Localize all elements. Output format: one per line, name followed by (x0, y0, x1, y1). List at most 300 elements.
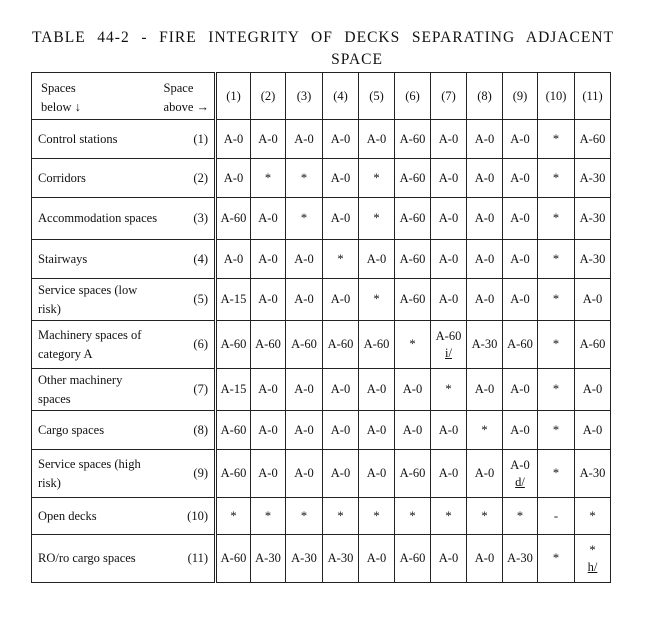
table-cell (395, 498, 431, 535)
cell-value: A-0 (294, 382, 314, 396)
cell-value: A-0 (366, 466, 387, 480)
cell-value: A-0 (474, 551, 495, 565)
cell-value: A-0 (474, 170, 495, 185)
row-number: (2) (193, 170, 208, 185)
row-label: Other machinery spaces (38, 372, 123, 406)
table-cell (323, 369, 359, 411)
column-header: (10) (538, 73, 575, 120)
cell-value: A-0 (366, 382, 387, 396)
cell-value: A-0 (510, 170, 530, 185)
table-cell (216, 498, 251, 535)
table-cell (251, 535, 286, 583)
table-cell (575, 369, 611, 411)
cell-value: * (373, 211, 380, 225)
column-header: (7) (431, 73, 467, 120)
column-header: (11) (575, 73, 611, 120)
cell-value: A-60 (579, 337, 606, 351)
table-cell (431, 450, 467, 498)
table-cell (503, 159, 538, 198)
table-cell (538, 321, 575, 369)
table-cell (503, 411, 538, 450)
table-cell (467, 411, 503, 450)
cell-value: * (589, 508, 596, 523)
cell-value: * (552, 422, 560, 437)
row-number: (11) (187, 551, 208, 565)
table-cell (323, 198, 359, 240)
row-header-content (32, 209, 214, 228)
table-cell (359, 321, 395, 369)
cell-value: A-0 (510, 457, 530, 472)
table-cell (251, 369, 286, 411)
cell-value: A-60 (507, 337, 533, 351)
table-cell (431, 369, 467, 411)
cell-value: A-0 (510, 131, 530, 146)
table-cell (431, 198, 467, 240)
table-cell (538, 240, 575, 279)
table-cell (503, 321, 538, 369)
table-body (32, 73, 611, 583)
table-cell (538, 198, 575, 240)
cell-value: A-0 (510, 211, 530, 225)
row-number: (10) (187, 508, 208, 523)
cell-value: A-60 (399, 211, 426, 225)
table-cell (359, 535, 395, 583)
cell-value: * (300, 508, 308, 523)
table-row (32, 321, 611, 369)
corner-header-cell (32, 73, 216, 120)
cell-value: A-0 (474, 292, 495, 306)
cell-value: A-0 (366, 551, 387, 565)
cell-value: A-0 (438, 551, 459, 565)
column-header: (9) (503, 73, 538, 120)
cell-value: A-60 (220, 551, 247, 565)
cell-value: * (445, 508, 452, 523)
table-cell (431, 279, 467, 321)
row-header-content (32, 281, 214, 319)
cell-value: A-60 (399, 466, 426, 480)
cell-value: A-60 (435, 328, 462, 343)
cell-value: * (481, 508, 488, 523)
column-header: (5) (359, 73, 395, 120)
cell-value: * (300, 170, 308, 185)
table-cell (395, 535, 431, 583)
table-cell (216, 120, 251, 159)
cell-value: * (552, 292, 560, 306)
cell-value: * (552, 551, 560, 565)
cell-value: A-30 (291, 551, 317, 565)
row-number: (3) (193, 211, 208, 225)
table-row (32, 120, 611, 159)
table-cell (575, 450, 611, 498)
table-cell (359, 498, 395, 535)
table-cell (575, 240, 611, 279)
cell-value: * (409, 508, 416, 523)
table-cell (251, 120, 286, 159)
row-label: Accommodation spaces (38, 211, 158, 225)
cell-value: A-0 (438, 422, 459, 437)
cell-value: * (445, 382, 452, 396)
table-cell (538, 498, 575, 535)
cell-value: A-0 (330, 382, 351, 396)
cell-value: * (552, 466, 560, 480)
row-number: (1) (193, 131, 208, 146)
row-header-cell (32, 450, 216, 498)
fire-integrity-table (31, 72, 611, 583)
table-cell (359, 369, 395, 411)
table-row (32, 498, 611, 535)
table-cell (395, 198, 431, 240)
cell-value: A-0 (402, 382, 423, 396)
row-label: Service spaces (low risk) (38, 282, 138, 316)
cell-value: A-0 (223, 131, 244, 146)
cell-value: * (481, 422, 488, 437)
table-cell (575, 411, 611, 450)
row-number: (6) (193, 337, 208, 351)
cell-value: A-60 (399, 551, 426, 565)
cell-value: * (552, 251, 560, 266)
table-cell (216, 240, 251, 279)
table-cell (538, 450, 575, 498)
cell-value: * (230, 508, 237, 523)
table-cell (323, 321, 359, 369)
header-row (32, 73, 611, 120)
cell-value: A-0 (330, 131, 351, 146)
cell-value: A-60 (399, 251, 426, 266)
table-cell (395, 279, 431, 321)
cell-value: A-15 (220, 382, 247, 396)
cell-value: A-0 (258, 211, 278, 225)
cell-value: A-0 (223, 170, 244, 185)
row-header-cell (32, 279, 216, 321)
cell-value: A-30 (507, 551, 533, 565)
cell-value: A-0 (438, 170, 459, 185)
cell-value: A-0 (294, 422, 314, 437)
row-number: (4) (193, 251, 208, 266)
table-cell (503, 450, 538, 498)
cell-value: A-0 (258, 292, 278, 306)
table-cell (467, 240, 503, 279)
cell-value: A-60 (220, 337, 247, 351)
row-header-content (32, 169, 214, 188)
row-label: Control stations (38, 131, 118, 146)
row-label: Open decks (38, 508, 97, 523)
cell-value: * (589, 542, 596, 557)
table-cell (323, 240, 359, 279)
table-cell (395, 240, 431, 279)
table-cell (395, 369, 431, 411)
table-cell (467, 498, 503, 535)
cell-value: * (552, 131, 560, 146)
cell-value: A-0 (438, 131, 459, 146)
table-cell (359, 240, 395, 279)
row-header-content (32, 549, 214, 568)
footnote-reference: d/ (515, 474, 525, 489)
cell-value: A-0 (258, 466, 278, 480)
table-cell (467, 279, 503, 321)
cell-value: A-0 (474, 131, 495, 146)
cell-value: A-0 (366, 131, 387, 146)
table-cell (286, 159, 323, 198)
cell-value: A-0 (258, 251, 278, 266)
cell-value: * (337, 508, 344, 523)
table-cell (216, 450, 251, 498)
table-cell (538, 411, 575, 450)
cell-value: A-30 (579, 251, 606, 266)
table-cell (575, 535, 611, 583)
row-label: Stairways (38, 251, 88, 266)
table-cell (286, 120, 323, 159)
row-header-content (32, 371, 214, 409)
footnote-reference: h/ (587, 559, 598, 574)
table-cell (503, 279, 538, 321)
table-cell (431, 498, 467, 535)
cell-value: * (373, 508, 380, 523)
cell-value: A-60 (327, 337, 354, 351)
table-cell (251, 279, 286, 321)
table-cell (216, 198, 251, 240)
cell-value: A-0 (330, 422, 351, 437)
row-header-content (32, 326, 214, 364)
table-cell (216, 279, 251, 321)
cell-value: * (264, 508, 272, 523)
table-cell (467, 369, 503, 411)
cell-value: A-60 (399, 292, 426, 306)
table-cell (216, 321, 251, 369)
spaces-below-label-line1: Spaces (41, 81, 76, 95)
row-label: Service spaces (high risk) (38, 456, 141, 490)
row-header-cell (32, 411, 216, 450)
cell-value: A-30 (579, 211, 606, 225)
table-cell (538, 279, 575, 321)
table-cell (359, 450, 395, 498)
table-cell (467, 321, 503, 369)
table-cell (395, 159, 431, 198)
table-row (32, 369, 611, 411)
table-title: TABLE 44-2 - FIRE INTEGRITY OF DECKS SEPARATING ADJACENT (32, 29, 614, 46)
row-header-content (32, 507, 214, 526)
row-label: RO/ro cargo spaces (38, 551, 136, 565)
cell-value: A-0 (330, 211, 351, 225)
cell-value: A-30 (579, 170, 606, 185)
table-cell (395, 321, 431, 369)
cell-value: A-0 (474, 251, 495, 266)
cell-value: * (300, 211, 308, 225)
cell-value: A-0 (402, 422, 423, 437)
table-cell (323, 159, 359, 198)
table-title-continuation: SPACE (331, 51, 383, 68)
table-cell (323, 279, 359, 321)
row-header-content (32, 421, 214, 440)
row-header-cell (32, 535, 216, 583)
cell-value: A-60 (363, 337, 390, 351)
cell-value: A-0 (330, 466, 351, 480)
table-cell (575, 120, 611, 159)
cell-value: A-0 (294, 131, 314, 146)
table-cell (538, 535, 575, 583)
table-cell (359, 120, 395, 159)
cell-value: A-0 (366, 251, 387, 266)
row-header-cell (32, 498, 216, 535)
table-cell (286, 535, 323, 583)
table-cell (538, 120, 575, 159)
table-cell (216, 159, 251, 198)
cell-value: A-0 (330, 292, 351, 306)
table-cell (359, 198, 395, 240)
cell-value: A-0 (294, 251, 314, 266)
table-cell (575, 498, 611, 535)
table-cell (359, 159, 395, 198)
table-cell (251, 198, 286, 240)
table-cell (503, 498, 538, 535)
cell-value: - (553, 508, 559, 523)
row-header-content (32, 130, 214, 149)
table-cell (286, 369, 323, 411)
footnote-reference: i/ (445, 345, 452, 360)
table-row (32, 159, 611, 198)
table-cell (216, 369, 251, 411)
row-header-cell (32, 240, 216, 279)
table-cell (251, 159, 286, 198)
column-header: (6) (395, 73, 431, 120)
table-cell (575, 321, 611, 369)
table-cell (467, 535, 503, 583)
table-cell (286, 279, 323, 321)
cell-value: A-60 (220, 466, 247, 480)
cell-value: A-60 (399, 131, 426, 146)
row-header-cell (32, 321, 216, 369)
cell-value: A-0 (294, 466, 314, 480)
row-number: (5) (193, 292, 208, 306)
table-cell (323, 535, 359, 583)
cell-value: A-0 (510, 292, 530, 306)
row-header-cell (32, 369, 216, 411)
table-cell (216, 411, 251, 450)
cell-value: A-0 (438, 211, 459, 225)
row-header-content (32, 455, 214, 493)
table-cell (395, 411, 431, 450)
table-cell (286, 198, 323, 240)
row-label: Cargo spaces (38, 422, 105, 437)
table-row (32, 535, 611, 583)
table-cell (575, 279, 611, 321)
cell-value: A-0 (474, 382, 495, 396)
table-cell (503, 198, 538, 240)
table-cell (431, 159, 467, 198)
cell-value: A-0 (510, 382, 530, 396)
table-cell (286, 498, 323, 535)
table-row (32, 279, 611, 321)
table-cell (286, 411, 323, 450)
column-header: (2) (251, 73, 286, 120)
table-cell (395, 120, 431, 159)
cell-value: * (337, 251, 344, 266)
table-cell (431, 120, 467, 159)
table-cell (251, 498, 286, 535)
table-cell (538, 369, 575, 411)
cell-value: A-0 (582, 422, 603, 437)
table-cell (359, 279, 395, 321)
cell-value: * (552, 382, 560, 396)
row-label: Corridors (38, 170, 86, 185)
table-cell (251, 450, 286, 498)
cell-value: A-0 (294, 292, 314, 306)
cell-value: A-15 (220, 292, 247, 306)
table-cell (503, 535, 538, 583)
cell-value: * (552, 170, 560, 185)
space-above-label (164, 79, 209, 117)
cell-value: A-30 (327, 551, 354, 565)
spaces-below-label-line2: below ↓ (41, 100, 81, 114)
cell-value: A-0 (510, 251, 530, 266)
table-cell (503, 120, 538, 159)
row-number: (9) (193, 466, 208, 480)
table-cell (323, 498, 359, 535)
cell-value: * (552, 337, 560, 351)
table-cell (431, 321, 467, 369)
cell-value: * (264, 170, 272, 185)
space-above-label-line2: above → (163, 100, 209, 114)
row-header-cell (32, 198, 216, 240)
table-cell (431, 411, 467, 450)
cell-value: * (552, 211, 560, 225)
cell-value: A-0 (258, 382, 278, 396)
cell-value: A-60 (291, 337, 317, 351)
table-row (32, 450, 611, 498)
row-header-cell (32, 120, 216, 159)
table-cell (216, 535, 251, 583)
cell-value: A-0 (438, 251, 459, 266)
table-cell (467, 159, 503, 198)
cell-value: A-0 (330, 170, 351, 185)
row-number: (7) (193, 382, 208, 396)
row-header-cell (32, 159, 216, 198)
cell-value: A-60 (399, 170, 426, 185)
cell-value: A-0 (438, 466, 459, 480)
table-cell (575, 159, 611, 198)
cell-value: A-0 (474, 466, 495, 480)
cell-value: A-0 (258, 422, 278, 437)
table-cell (431, 240, 467, 279)
table-row (32, 240, 611, 279)
column-header: (1) (216, 73, 251, 120)
table-cell (467, 198, 503, 240)
table-cell (467, 450, 503, 498)
cell-value: A-60 (220, 211, 247, 225)
cell-value: A-0 (223, 251, 244, 266)
cell-value: A-0 (438, 292, 459, 306)
cell-value: A-60 (220, 422, 247, 437)
table-cell (251, 411, 286, 450)
cell-value: A-30 (255, 551, 281, 565)
table-cell (467, 120, 503, 159)
cell-value: A-0 (582, 382, 603, 396)
table-cell (503, 240, 538, 279)
cell-value: * (373, 170, 380, 185)
cell-value: A-0 (366, 422, 387, 437)
cell-value: A-0 (258, 131, 278, 146)
table-cell (286, 240, 323, 279)
cell-value: A-0 (474, 211, 495, 225)
table-cell (323, 120, 359, 159)
table-cell (395, 450, 431, 498)
cell-value: * (373, 292, 380, 306)
table-row (32, 198, 611, 240)
column-header: (8) (467, 73, 503, 120)
cell-value: * (409, 337, 416, 351)
table-cell (575, 198, 611, 240)
table-cell (503, 369, 538, 411)
table-cell (286, 321, 323, 369)
